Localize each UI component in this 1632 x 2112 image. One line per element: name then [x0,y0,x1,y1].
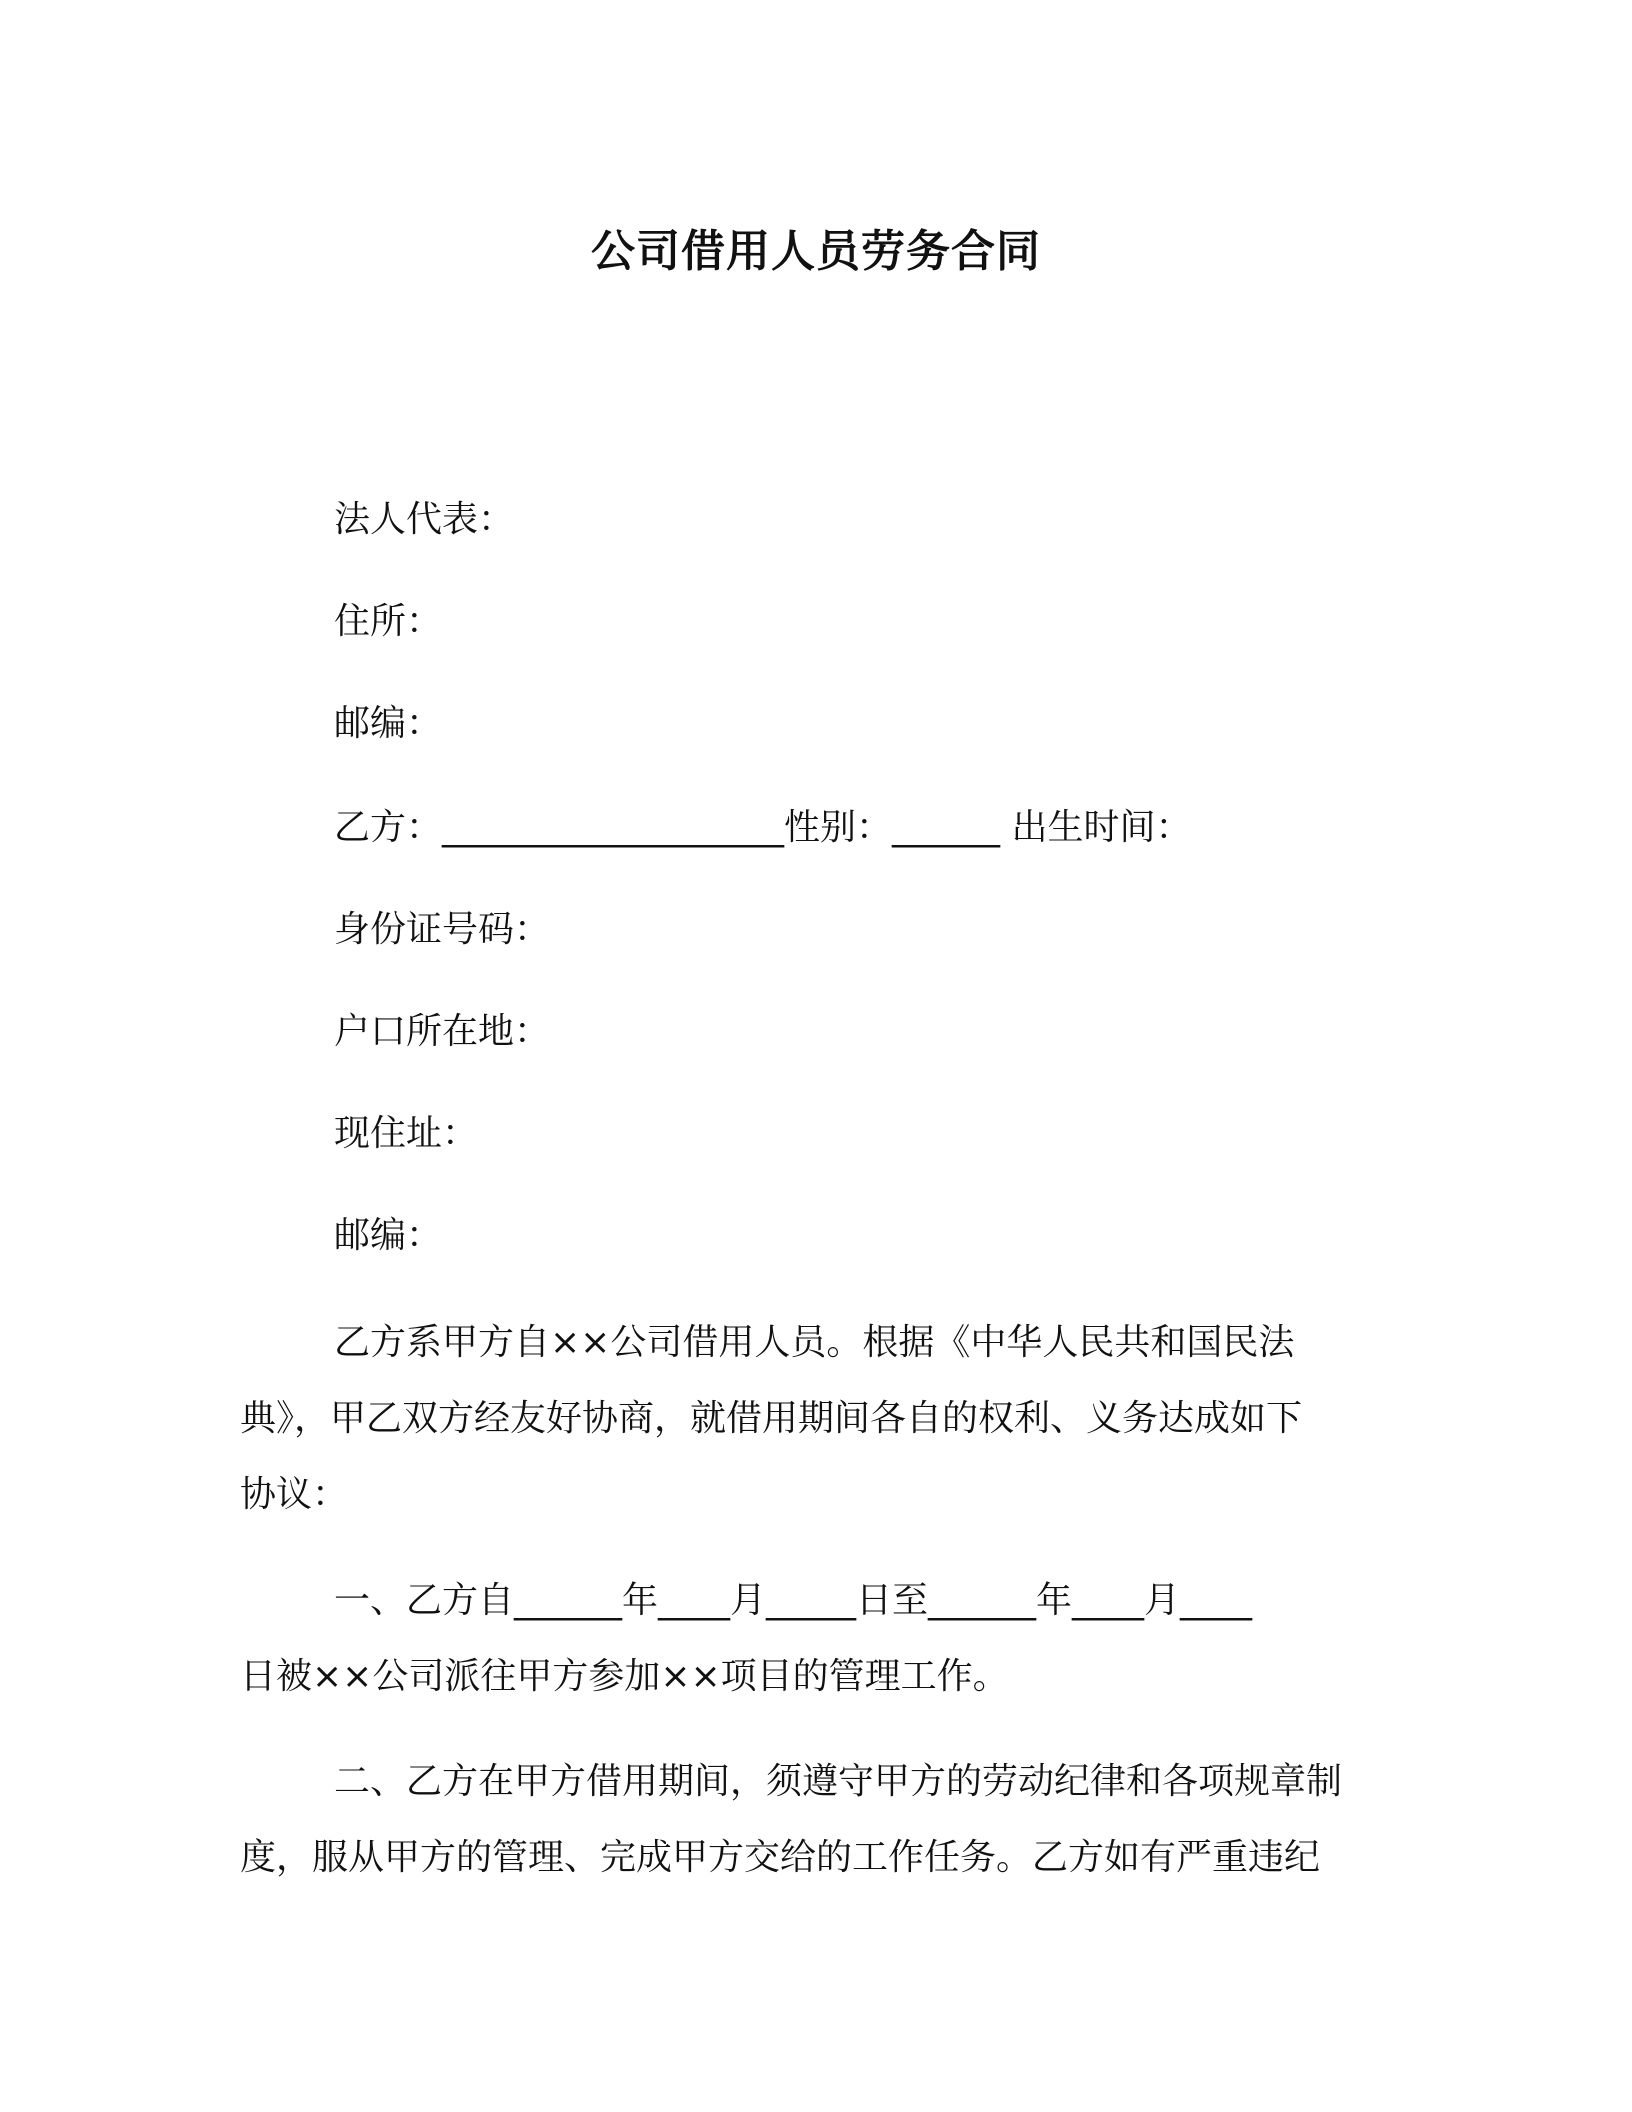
clause-2-paragraph [240,1744,1342,1896]
field-current-address: 现住址： [334,1113,479,1154]
document-title: 公司借用人员劳务合同 [591,226,1041,277]
clause-1-line: 日被××公司派往甲方参加××项目的管理工作。 [240,1656,1009,1697]
field-postcode: 邮编： [334,703,443,744]
intro-line: 协议： [240,1474,349,1515]
clause-1-paragraph [240,1563,1252,1715]
clause-1-line: 一、乙方自______年____月_____日至______年____月____ [334,1580,1253,1621]
intro-line: 典》，甲乙双方经友好协商，就借用期间各自的权利、义务达成如下 [240,1398,1303,1439]
field-household-registration: 户口所在地： [334,1011,551,1052]
field-postcode-b: 邮编： [334,1215,443,1256]
clause-2-line: 度，服从甲方的管理、完成甲方交给的工作任务。乙方如有严重违纪 [240,1837,1321,1878]
field-id-number: 身份证号码： [334,909,551,950]
clause-2-line: 二、乙方在甲方借用期间，须遵守甲方的劳动纪律和各项规章制 [334,1761,1343,1802]
field-address: 住所： [334,601,443,642]
field-party-b: 乙方：___________________性别：______ 出生时间： [334,807,1192,848]
intro-line: 乙方系甲方自××公司借用人员。根据《中华人民共和国民法 [334,1322,1295,1363]
field-legal-representative: 法人代表： [334,499,515,540]
intro-paragraph [240,1305,1302,1533]
